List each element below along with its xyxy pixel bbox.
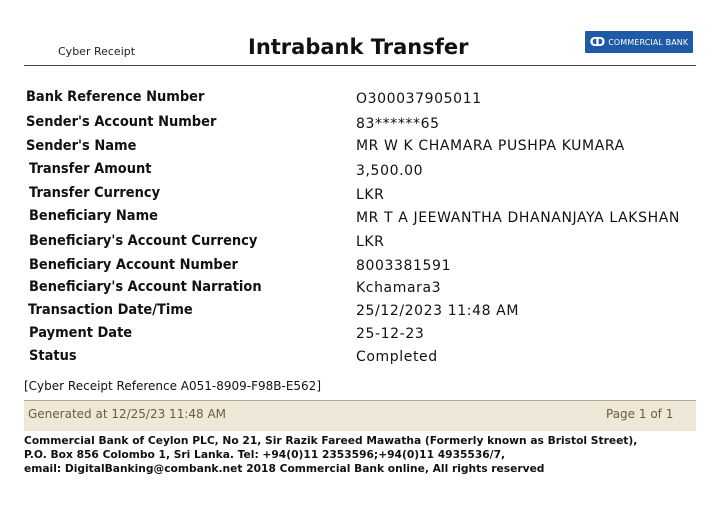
label-sender-account-number: Sender's Account Number	[26, 114, 217, 130]
value-bank-reference-number: O300037905011	[356, 91, 482, 107]
value-payment-date: 25-12-23	[356, 326, 425, 342]
cyber-receipt-label: Cyber Receipt	[58, 45, 136, 58]
label-transfer-currency: Transfer Currency	[29, 185, 161, 201]
label-beneficiary-account-currency: Beneficiary's Account Currency	[29, 233, 258, 249]
generated-timestamp: Generated at 12/25/23 11:48 AM	[28, 407, 227, 421]
label-transaction-date-time: Transaction Date/Time	[28, 302, 193, 318]
address-line-2: P.O. Box 856 Colombo 1, Sri Lanka. Tel: +94(0)11 2353596;+94(0)11 4935536/7,	[24, 448, 506, 461]
bank-logo-text: COMMERCIAL BANK	[608, 37, 689, 47]
bank-logo	[585, 31, 693, 53]
value-sender-name: MR W K CHAMARA PUSHPA KUMARA	[356, 138, 625, 154]
address-line-1: Commercial Bank of Ceylon PLC, No 21, Sir Razik Fareed Mawatha (Formerly known as Bristol Street),	[24, 434, 638, 447]
label-status: Status	[29, 348, 77, 364]
value-beneficiary-name: MR T A JEEWANTHA DHANANJAYA LAKSHAN	[356, 210, 680, 226]
value-status: Completed	[356, 349, 438, 365]
value-transfer-currency: LKR	[356, 187, 385, 203]
value-beneficiary-account-currency: LKR	[356, 234, 385, 250]
value-sender-account-number: 83******65	[356, 116, 440, 132]
label-payment-date: Payment Date	[29, 325, 133, 341]
bank-logo-icon: ↀ	[589, 35, 606, 49]
label-beneficiary-account-narration: Beneficiary's Account Narration	[29, 279, 262, 295]
page-title: Intrabank Transfer	[248, 35, 469, 59]
label-sender-name: Sender's Name	[26, 138, 137, 154]
value-beneficiary-account-number: 8003381591	[356, 258, 452, 274]
header-divider	[24, 65, 696, 66]
label-beneficiary-account-number: Beneficiary Account Number	[29, 257, 238, 273]
label-bank-reference-number: Bank Reference Number	[26, 89, 205, 105]
address-line-3: email: DigitalBanking@combank.net 2018 Commercial Bank online, All rights reserved	[24, 462, 545, 475]
value-beneficiary-account-narration: Kchamara3	[356, 280, 442, 296]
value-transfer-amount: 3,500.00	[356, 163, 424, 179]
cyber-receipt-reference: [Cyber Receipt Reference A051-8909-F98B-E562]	[24, 379, 321, 393]
value-transaction-date-time: 25/12/2023 11:48 AM	[356, 303, 519, 319]
label-transfer-amount: Transfer Amount	[29, 161, 152, 177]
label-beneficiary-name: Beneficiary Name	[29, 208, 158, 224]
page-indicator: Page 1 of 1	[606, 407, 674, 421]
